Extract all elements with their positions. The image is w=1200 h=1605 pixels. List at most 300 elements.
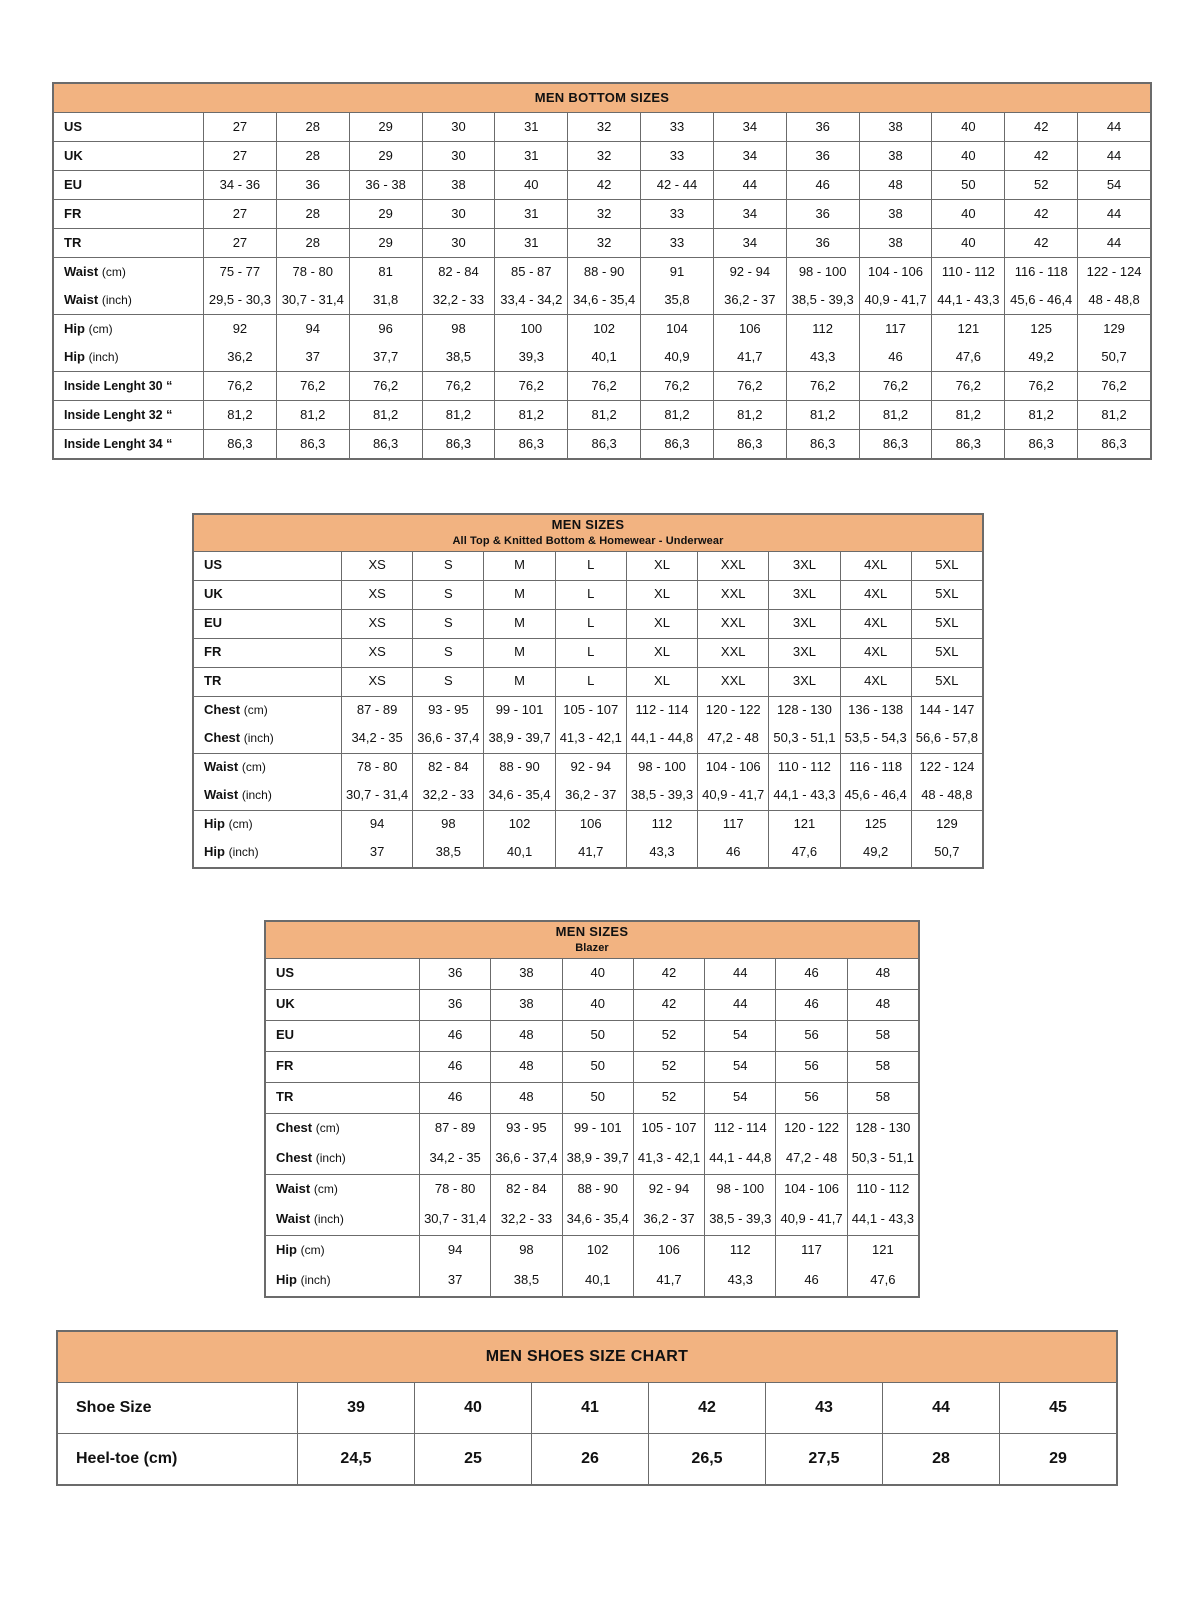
men-sizes-blazer-chart: [264, 920, 920, 1298]
row-label: [194, 725, 342, 754]
cell: 36,6 - 37,4: [491, 1144, 562, 1175]
table-row: [194, 638, 983, 667]
cell: 43,3: [705, 1266, 776, 1297]
cell: 36: [786, 200, 859, 229]
cell: 38,5: [413, 839, 484, 868]
row-label: [266, 1235, 420, 1266]
cell: 42: [1005, 229, 1078, 258]
table-row: [54, 343, 1151, 372]
cell: 122 - 124: [1078, 258, 1151, 287]
cell: 46: [786, 171, 859, 200]
cell: 81,2: [276, 401, 349, 430]
cell: 53,5 - 54,3: [840, 725, 911, 754]
cell: 112: [626, 810, 697, 839]
cell: 4XL: [840, 580, 911, 609]
cell: 34: [713, 229, 786, 258]
row-label-unit: (cm): [243, 703, 268, 718]
table-row: [266, 1113, 919, 1144]
cell: 5XL: [911, 580, 982, 609]
cell: 91: [641, 258, 714, 287]
cell: 49,2: [840, 839, 911, 868]
table-row: [54, 171, 1151, 200]
cell: 29,5 - 30,3: [204, 286, 277, 315]
cell: 26: [532, 1434, 649, 1485]
row-label-unit: (cm): [88, 321, 113, 336]
table-title-row: [58, 1332, 1117, 1383]
cell: 78 - 80: [342, 753, 413, 782]
cell: 81: [349, 258, 422, 287]
cell: 39: [298, 1383, 415, 1434]
cell: 105 - 107: [555, 696, 626, 725]
cell: 56: [776, 1020, 847, 1051]
chart-title-text: MEN SIZES: [551, 517, 625, 532]
cell: 46: [776, 958, 847, 989]
cell: 76,2: [1078, 372, 1151, 401]
cell: 40: [932, 113, 1005, 142]
cell: 37: [420, 1266, 491, 1297]
cell: 38: [859, 113, 932, 142]
cell: M: [484, 551, 555, 580]
cell: S: [413, 551, 484, 580]
cell: 32: [568, 142, 641, 171]
cell: 5XL: [911, 551, 982, 580]
cell: 82 - 84: [422, 258, 495, 287]
cell: XS: [342, 551, 413, 580]
cell: 33: [641, 200, 714, 229]
chart-subtitle: Blazer: [575, 941, 609, 954]
cell: 76,2: [641, 372, 714, 401]
table-row: [54, 200, 1151, 229]
cell: 128 - 130: [769, 696, 840, 725]
cell: 81,2: [204, 401, 277, 430]
cell: XS: [342, 667, 413, 696]
cell: 40,9: [641, 343, 714, 372]
men-bottom-sizes-table: [53, 83, 1151, 459]
men-sizes-tops-table: [193, 514, 983, 868]
cell: XL: [626, 551, 697, 580]
cell: 38: [491, 989, 562, 1020]
cell: 39,3: [495, 343, 568, 372]
cell: M: [484, 638, 555, 667]
cell: 36,6 - 37,4: [413, 725, 484, 754]
cell: 3XL: [769, 609, 840, 638]
row-label: TR: [194, 667, 342, 696]
row-label-unit: (cm): [101, 264, 126, 279]
cell: 40: [562, 958, 633, 989]
cell: 104 - 106: [698, 753, 769, 782]
table-row: [194, 551, 983, 580]
row-label: [54, 315, 204, 344]
cell: 81,2: [1078, 401, 1151, 430]
cell: 31: [495, 142, 568, 171]
table-row: [194, 667, 983, 696]
men-sizes-blazer-table: [265, 921, 919, 1297]
cell: 76,2: [276, 372, 349, 401]
row-label: FR: [266, 1051, 420, 1082]
cell: 94: [276, 315, 349, 344]
cell: 86,3: [204, 430, 277, 459]
row-label: EU: [266, 1020, 420, 1051]
cell: 50,3 - 51,1: [847, 1144, 918, 1175]
cell: 46: [420, 1051, 491, 1082]
cell: 102: [568, 315, 641, 344]
cell: 32,2 - 33: [422, 286, 495, 315]
cell: 86,3: [495, 430, 568, 459]
row-label: Inside Lenght 30 “: [54, 372, 204, 401]
cell: XL: [626, 667, 697, 696]
cell: 29: [1000, 1434, 1117, 1485]
row-label: FR: [54, 200, 204, 229]
cell: XS: [342, 580, 413, 609]
row-label: [54, 343, 204, 372]
cell: 36: [276, 171, 349, 200]
cell: 78 - 80: [420, 1174, 491, 1205]
cell: 122 - 124: [911, 753, 982, 782]
cell: 36: [420, 989, 491, 1020]
cell: 44: [1078, 229, 1151, 258]
cell: 3XL: [769, 580, 840, 609]
table-title-row: [266, 922, 919, 959]
cell: 81,2: [495, 401, 568, 430]
cell: 44: [705, 958, 776, 989]
row-label-text: Waist: [276, 1181, 311, 1197]
row-label: Inside Lenght 32 “: [54, 401, 204, 430]
cell: 92 - 94: [633, 1174, 704, 1205]
row-label: US: [266, 958, 420, 989]
cell: S: [413, 609, 484, 638]
cell: 38,5: [422, 343, 495, 372]
table-row: [266, 1020, 919, 1051]
cell: 40: [562, 989, 633, 1020]
cell: 40,1: [484, 839, 555, 868]
cell: 41,3 - 42,1: [555, 725, 626, 754]
cell: 92: [204, 315, 277, 344]
cell: 33: [641, 142, 714, 171]
cell: 128 - 130: [847, 1113, 918, 1144]
cell: XL: [626, 609, 697, 638]
cell: 50: [562, 1082, 633, 1113]
cell: 28: [883, 1434, 1000, 1485]
cell: 38: [422, 171, 495, 200]
cell: L: [555, 667, 626, 696]
row-label: TR: [266, 1082, 420, 1113]
cell: 125: [840, 810, 911, 839]
cell: 38: [859, 142, 932, 171]
cell: 102: [484, 810, 555, 839]
cell: 99 - 101: [484, 696, 555, 725]
table-row: [194, 839, 983, 868]
cell: 48: [859, 171, 932, 200]
cell: 104: [641, 315, 714, 344]
row-label-unit: (inch): [243, 731, 274, 746]
men-bottom-sizes-chart: [52, 82, 1152, 460]
cell: 30,7 - 31,4: [420, 1205, 491, 1236]
cell: 76,2: [786, 372, 859, 401]
row-label-text: Hip: [276, 1242, 297, 1258]
cell: 40,9 - 41,7: [859, 286, 932, 315]
table-title-row: [54, 84, 1151, 113]
cell: 41,7: [633, 1266, 704, 1297]
cell: 5XL: [911, 638, 982, 667]
cell: 86,3: [859, 430, 932, 459]
row-label-unit: (inch): [241, 788, 272, 803]
cell: 120 - 122: [776, 1113, 847, 1144]
cell: 42: [633, 989, 704, 1020]
cell: 50: [932, 171, 1005, 200]
cell: 37: [276, 343, 349, 372]
cell: 48: [491, 1020, 562, 1051]
cell: S: [413, 667, 484, 696]
cell: 86,3: [568, 430, 641, 459]
cell: 34: [713, 113, 786, 142]
cell: 33: [641, 113, 714, 142]
cell: 46: [776, 1266, 847, 1297]
cell: 44,1 - 43,3: [932, 286, 1005, 315]
cell: L: [555, 638, 626, 667]
row-label-text: Hip: [204, 816, 225, 832]
cell: 86,3: [349, 430, 422, 459]
table-title-row: [194, 515, 983, 552]
cell: 36,2 - 37: [555, 782, 626, 811]
cell: 104 - 106: [776, 1174, 847, 1205]
cell: 76,2: [204, 372, 277, 401]
cell: 76,2: [713, 372, 786, 401]
cell: 76,2: [422, 372, 495, 401]
cell: 26,5: [649, 1434, 766, 1485]
cell: 88 - 90: [568, 258, 641, 287]
cell: 31: [495, 229, 568, 258]
cell: 45,6 - 46,4: [1005, 286, 1078, 315]
table-row: [54, 315, 1151, 344]
cell: 44: [1078, 142, 1151, 171]
row-label: [194, 782, 342, 811]
cell: 44: [705, 989, 776, 1020]
row-label-unit: (inch): [228, 845, 259, 860]
row-label-text: Chest: [276, 1120, 313, 1136]
cell: 44,1 - 44,8: [626, 725, 697, 754]
cell: 37,7: [349, 343, 422, 372]
row-label: [54, 286, 204, 315]
row-label: FR: [194, 638, 342, 667]
cell: 27: [204, 200, 277, 229]
cell: 40: [932, 229, 1005, 258]
table-row: [266, 1205, 919, 1236]
cell: 81,2: [349, 401, 422, 430]
cell: 47,6: [932, 343, 1005, 372]
cell: 50,3 - 51,1: [769, 725, 840, 754]
cell: 36 - 38: [349, 171, 422, 200]
cell: 86,3: [1005, 430, 1078, 459]
cell: 40,9 - 41,7: [776, 1205, 847, 1236]
cell: 38,5: [491, 1266, 562, 1297]
cell: 110 - 112: [769, 753, 840, 782]
cell: 40: [932, 142, 1005, 171]
cell: 42: [1005, 200, 1078, 229]
cell: 99 - 101: [562, 1113, 633, 1144]
cell: 48: [491, 1051, 562, 1082]
row-label: US: [194, 551, 342, 580]
cell: 81,2: [422, 401, 495, 430]
row-label-text: Waist: [204, 787, 239, 803]
cell: 38,5 - 39,3: [626, 782, 697, 811]
row-label-text: Hip: [204, 844, 225, 860]
cell: 102: [562, 1235, 633, 1266]
cell: 42: [568, 171, 641, 200]
cell: 41: [532, 1383, 649, 1434]
cell: M: [484, 580, 555, 609]
cell: 36: [786, 113, 859, 142]
cell: 117: [859, 315, 932, 344]
row-label-text: Hip: [64, 348, 85, 364]
cell: 44,1 - 43,3: [769, 782, 840, 811]
cell: 30,7 - 31,4: [342, 782, 413, 811]
row-label-unit: (cm): [228, 817, 253, 832]
cell: 106: [633, 1235, 704, 1266]
cell: 45,6 - 46,4: [840, 782, 911, 811]
cell: 34,6 - 35,4: [484, 782, 555, 811]
cell: 56: [776, 1051, 847, 1082]
cell: 52: [633, 1051, 704, 1082]
row-label: [194, 696, 342, 725]
cell: 38,5 - 39,3: [786, 286, 859, 315]
cell: 38: [491, 958, 562, 989]
cell: 4XL: [840, 638, 911, 667]
cell: 34: [713, 142, 786, 171]
table-row: [58, 1434, 1117, 1485]
cell: 92 - 94: [555, 753, 626, 782]
row-label: Inside Lenght 34 “: [54, 430, 204, 459]
cell: 34 - 36: [204, 171, 277, 200]
cell: 34,6 - 35,4: [568, 286, 641, 315]
cell: XXL: [698, 551, 769, 580]
cell: 42: [1005, 113, 1078, 142]
cell: 120 - 122: [698, 696, 769, 725]
cell: 110 - 112: [847, 1174, 918, 1205]
cell: 81,2: [641, 401, 714, 430]
cell: 112 - 114: [705, 1113, 776, 1144]
cell: 98 - 100: [705, 1174, 776, 1205]
cell: 41,3 - 42,1: [633, 1144, 704, 1175]
chart-title: [194, 515, 983, 552]
cell: 40,1: [568, 343, 641, 372]
cell: 34,6 - 35,4: [562, 1205, 633, 1236]
cell: 32,2 - 33: [491, 1205, 562, 1236]
cell: L: [555, 580, 626, 609]
cell: 46: [420, 1020, 491, 1051]
cell: 86,3: [786, 430, 859, 459]
cell: 43,3: [626, 839, 697, 868]
cell: 81,2: [859, 401, 932, 430]
cell: 44,1 - 43,3: [847, 1205, 918, 1236]
cell: 29: [349, 229, 422, 258]
cell: 136 - 138: [840, 696, 911, 725]
cell: 3XL: [769, 551, 840, 580]
row-label-unit: (inch): [315, 1151, 346, 1166]
cell: 47,2 - 48: [776, 1144, 847, 1175]
cell: 47,2 - 48: [698, 725, 769, 754]
table-row: [58, 1383, 1117, 1434]
row-label: [266, 1266, 420, 1297]
cell: 5XL: [911, 609, 982, 638]
cell: 96: [349, 315, 422, 344]
cell: 76,2: [568, 372, 641, 401]
cell: 87 - 89: [420, 1113, 491, 1144]
cell: 87 - 89: [342, 696, 413, 725]
row-label-text: Chest: [276, 1150, 313, 1166]
row-label-text: Hip: [276, 1272, 297, 1288]
cell: 100: [495, 315, 568, 344]
cell: 112 - 114: [626, 696, 697, 725]
men-shoes-size-chart: [56, 1330, 1118, 1486]
cell: 88 - 90: [484, 753, 555, 782]
cell: 94: [420, 1235, 491, 1266]
cell: 35,8: [641, 286, 714, 315]
cell: 32: [568, 229, 641, 258]
cell: 52: [633, 1082, 704, 1113]
row-label: TR: [54, 229, 204, 258]
cell: 52: [633, 1020, 704, 1051]
cell: 38,9 - 39,7: [484, 725, 555, 754]
cell: 86,3: [276, 430, 349, 459]
cell: XL: [626, 580, 697, 609]
men-shoes-table: [57, 1331, 1117, 1485]
cell: 31: [495, 113, 568, 142]
table-row: [194, 609, 983, 638]
cell: 36: [420, 958, 491, 989]
cell: 93 - 95: [491, 1113, 562, 1144]
cell: 46: [859, 343, 932, 372]
cell: 92 - 94: [713, 258, 786, 287]
cell: 29: [349, 113, 422, 142]
cell: 27: [204, 113, 277, 142]
cell: 121: [932, 315, 1005, 344]
cell: 81,2: [568, 401, 641, 430]
cell: 4XL: [840, 667, 911, 696]
cell: 31,8: [349, 286, 422, 315]
cell: 4XL: [840, 609, 911, 638]
cell: 50,7: [911, 839, 982, 868]
table-row: [54, 142, 1151, 171]
table-row: [194, 782, 983, 811]
cell: 47,6: [769, 839, 840, 868]
cell: 30,7 - 31,4: [276, 286, 349, 315]
table-row: [54, 372, 1151, 401]
chart-subtitle: All Top & Knitted Bottom & Homewear - Underwear: [452, 534, 724, 547]
cell: 37: [342, 839, 413, 868]
cell: 48: [847, 989, 918, 1020]
chart-title: MEN BOTTOM SIZES: [54, 84, 1151, 113]
cell: 50: [562, 1020, 633, 1051]
cell: 29: [349, 142, 422, 171]
cell: 117: [698, 810, 769, 839]
cell: 34,2 - 35: [342, 725, 413, 754]
row-label: US: [54, 113, 204, 142]
cell: 54: [705, 1051, 776, 1082]
row-label: EU: [194, 609, 342, 638]
cell: 40,1: [562, 1266, 633, 1297]
cell: 76,2: [932, 372, 1005, 401]
table-row: [54, 258, 1151, 287]
table-row: [194, 580, 983, 609]
table-row: [266, 1235, 919, 1266]
cell: 46: [776, 989, 847, 1020]
cell: 27,5: [766, 1434, 883, 1485]
cell: 82 - 84: [413, 753, 484, 782]
cell: 116 - 118: [1005, 258, 1078, 287]
cell: 105 - 107: [633, 1113, 704, 1144]
row-label: [266, 1144, 420, 1175]
cell: L: [555, 609, 626, 638]
